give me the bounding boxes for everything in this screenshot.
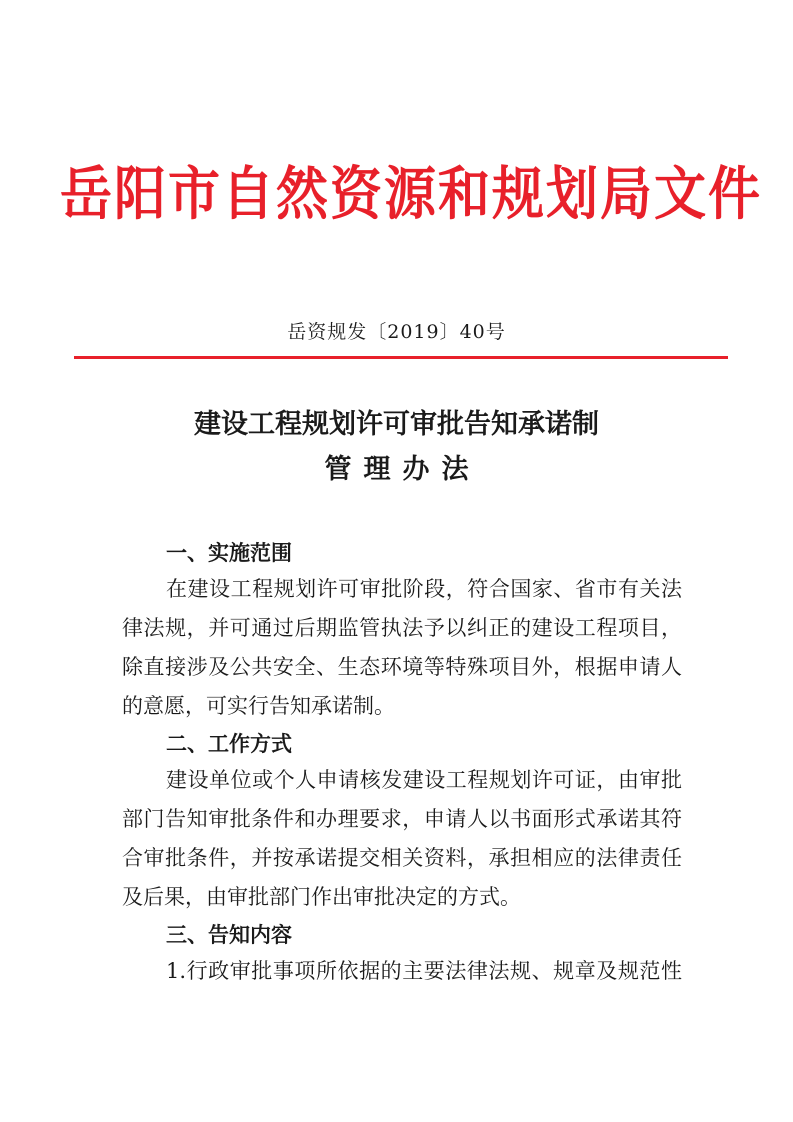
paragraph-line: 及后果，由审批部门作出审批决定的方式。 (122, 885, 521, 909)
document-body (122, 536, 682, 992)
section-heading: 一、实施范围 (166, 541, 292, 565)
section-scope (122, 536, 682, 726)
issuer-masthead: 岳阳市自然资源和规划局文件 (60, 162, 763, 228)
paragraph-line: 建设单位或个人申请核发建设工程规划许可证，由审批 (166, 768, 682, 792)
red-divider-line (74, 356, 728, 359)
section-paragraph (122, 952, 682, 991)
section-working-method (122, 727, 682, 917)
section-heading: 三、告知内容 (166, 923, 292, 947)
paragraph-line: 的意愿，可实行告知承诺制。 (122, 694, 395, 718)
paragraph-line: 部门告知审批条件和办理要求，申请人以书面形式承诺其符 (122, 807, 682, 831)
document-number: 岳资规发〔2019〕40号 (287, 321, 506, 343)
section-notification-content (122, 918, 682, 991)
section-paragraph (122, 570, 682, 726)
section-heading: 二、工作方式 (166, 732, 292, 756)
document-title-line-2: 管理办法 (324, 454, 481, 485)
paragraph-line: 合审批条件，并按承诺提交相关资料，承担相应的法律责任 (122, 846, 682, 870)
paragraph-line: 1.行政审批事项所依据的主要法律法规、规章及规范性 (166, 959, 682, 983)
section-paragraph (122, 761, 682, 917)
paragraph-line: 除直接涉及公共安全、生态环境等特殊项目外，根据申请人 (122, 655, 682, 679)
document-title-line-1: 建设工程规划许可审批告知承诺制 (194, 409, 599, 440)
paragraph-line: 在建设工程规划许可审批阶段，符合国家、省市有关法 (166, 577, 682, 601)
paragraph-line: 律法规，并可通过后期监管执法予以纠正的建设工程项目， (122, 616, 682, 640)
